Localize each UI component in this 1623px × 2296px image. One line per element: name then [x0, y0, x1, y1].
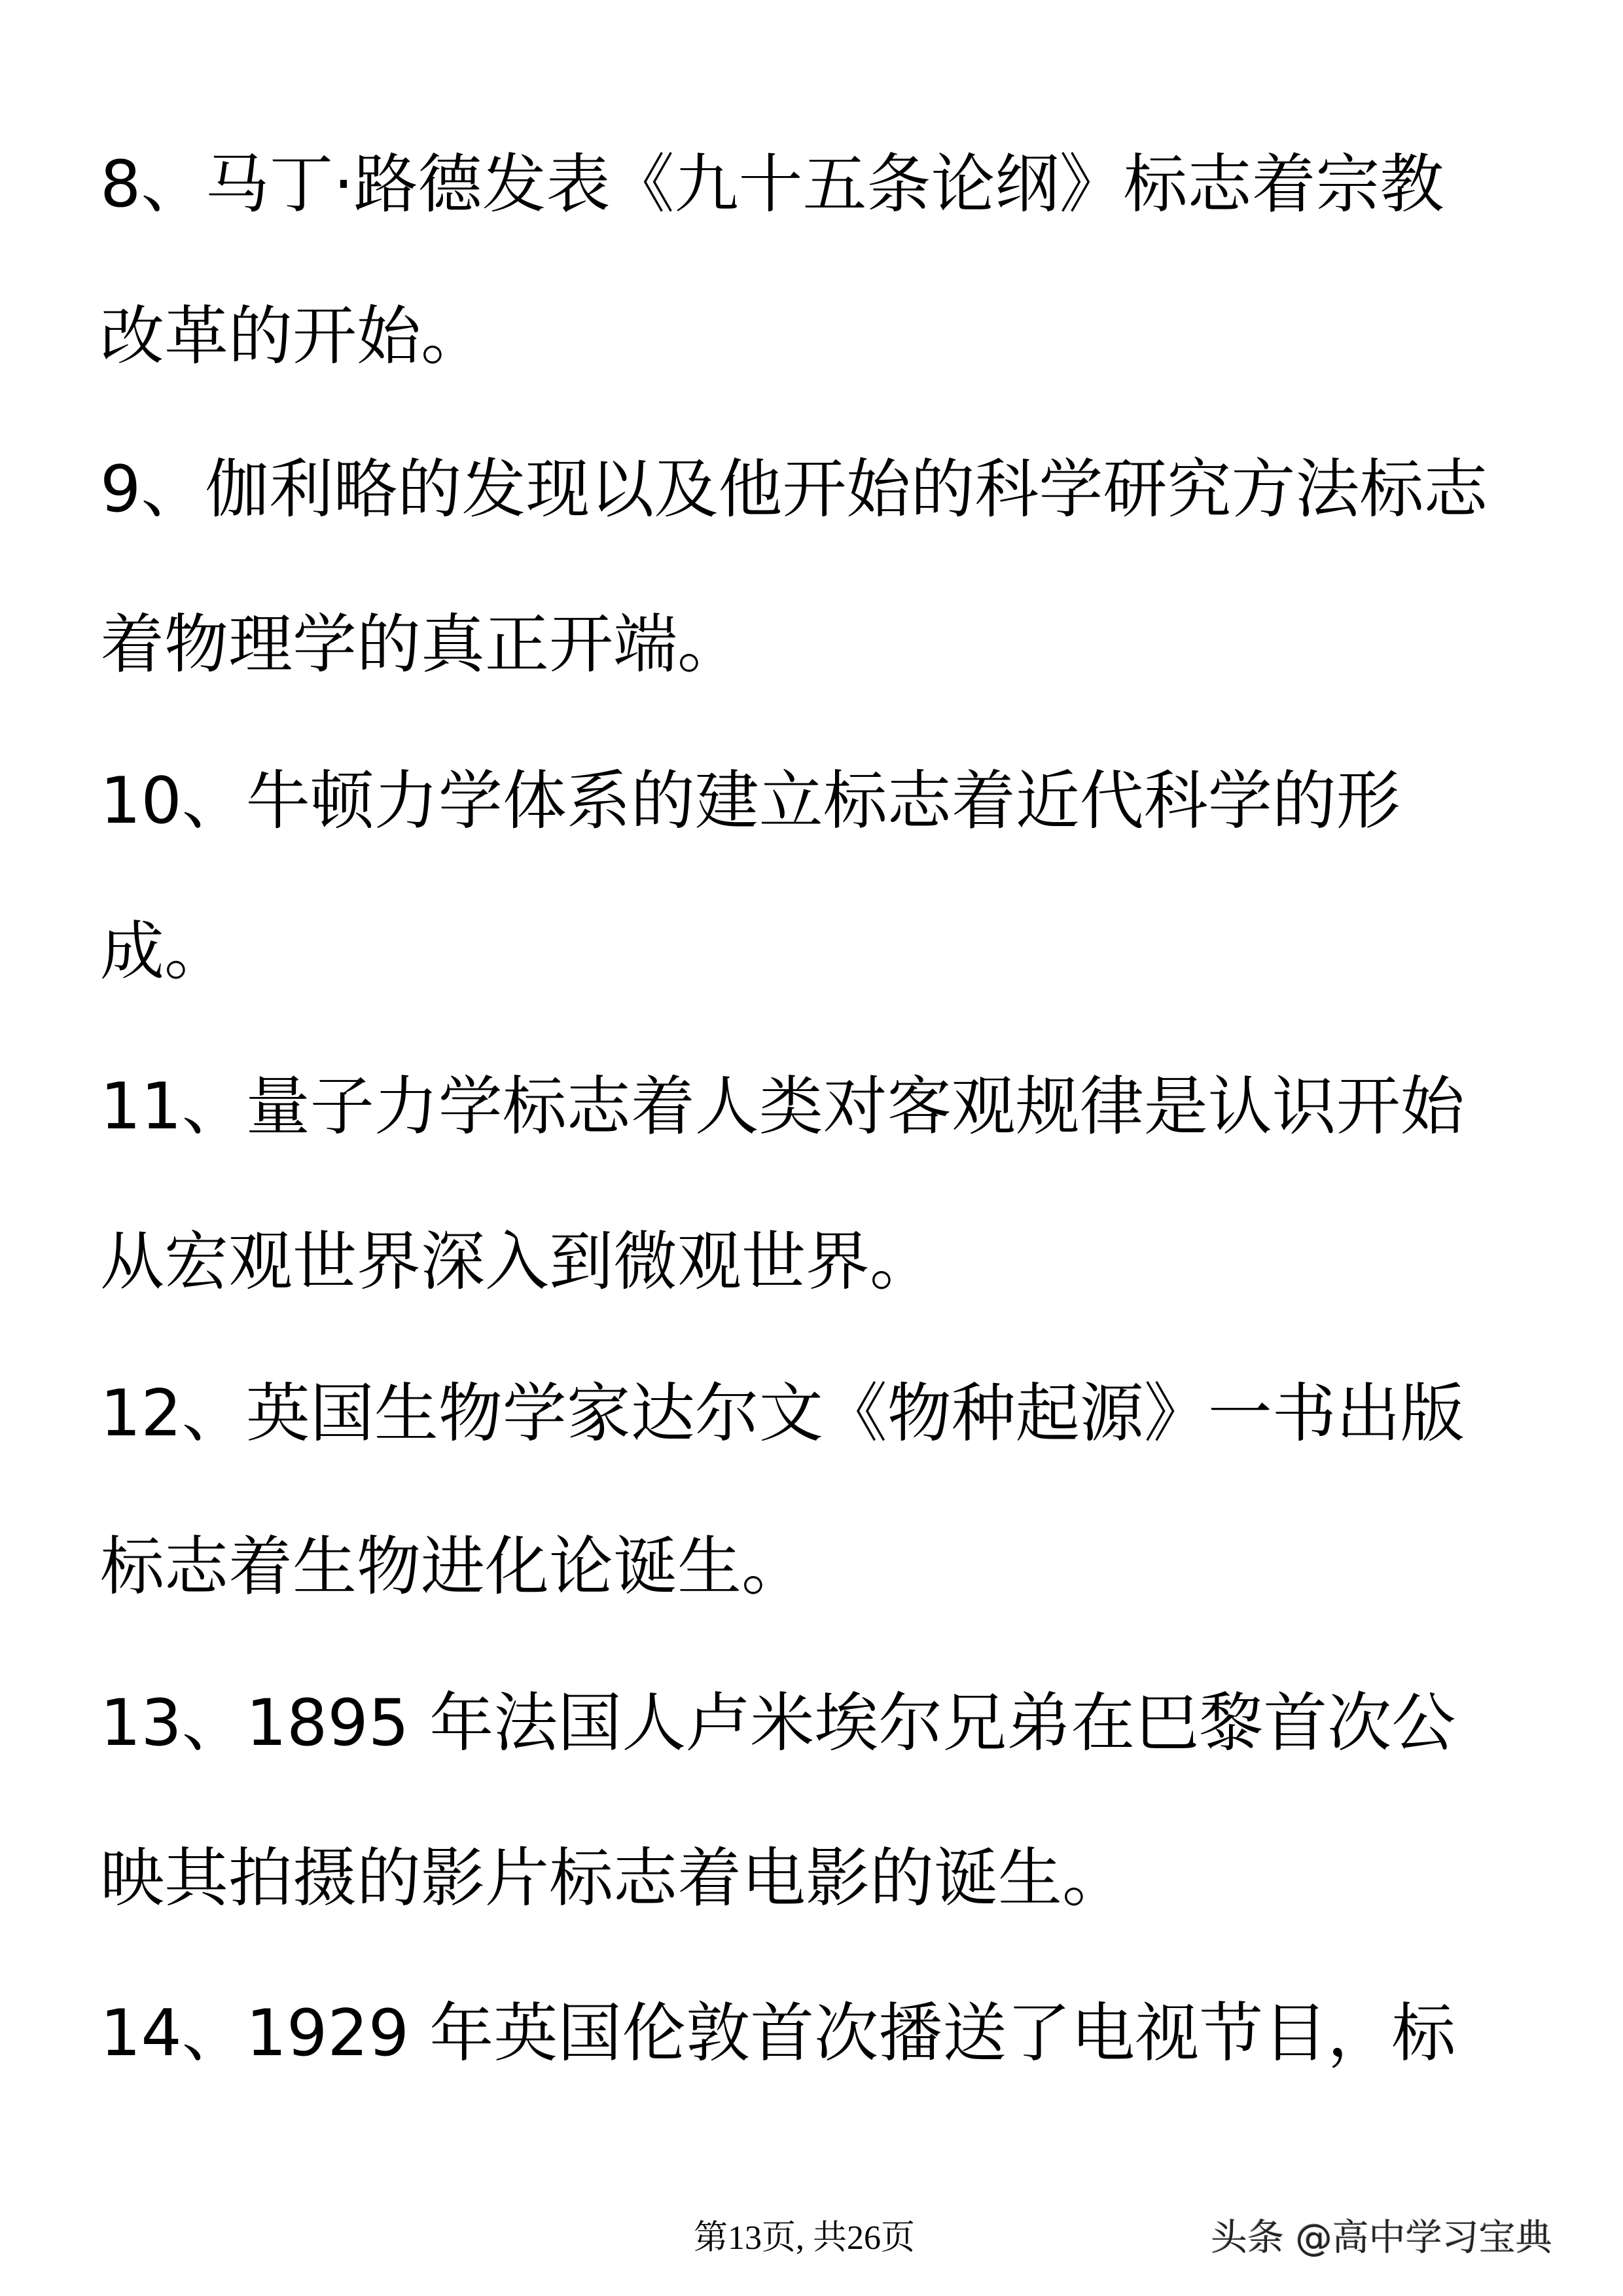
watermark: 头条 @高中学习宝典 — [1211, 2217, 1552, 2259]
text-line: 9、伽利略的发现以及他开始的科学研究方法标志 — [100, 452, 1488, 527]
page-number: 第13页, 共26页 — [694, 2219, 916, 2257]
text-line: 12、英国生物学家达尔文《物种起源》一书出版 — [100, 1376, 1465, 1451]
text-line: 8、马丁·路德发表《九十五条论纲》标志着宗教 — [100, 147, 1444, 222]
text-line: 改革的开始。 — [100, 299, 486, 374]
text-line: 11、量子力学标志着人类对客观规律是认识开始 — [100, 1069, 1465, 1144]
text-line: 着物理学的真正开端。 — [100, 607, 742, 682]
text-line: 13、1895 年法国人卢米埃尔兄弟在巴黎首次公 — [100, 1686, 1456, 1761]
text-line: 标志着生物进化论诞生。 — [100, 1530, 806, 1604]
text-line: 成。 — [100, 914, 229, 989]
text-line: 从宏观世界深入到微观世界。 — [100, 1225, 935, 1299]
text-line: 14、1929 年英国伦敦首次播送了电视节目，标 — [100, 1996, 1456, 2071]
text-line: 映其拍摄的影片标志着电影的诞生。 — [100, 1841, 1127, 1916]
text-line: 10、牛顿力学体系的建立标志着近代科学的形 — [100, 764, 1400, 838]
